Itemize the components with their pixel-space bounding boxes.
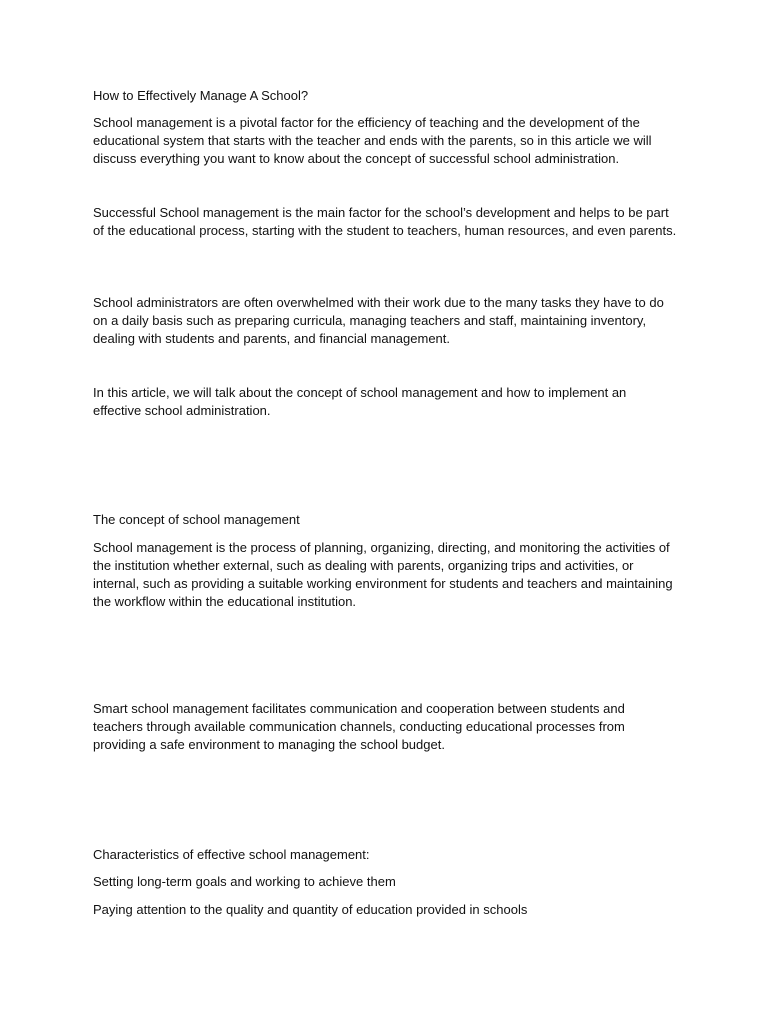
concept-heading: The concept of school management bbox=[93, 512, 300, 527]
intro-paragraph-1: School management is a pivotal factor for the efficiency of teaching and the development of the educational system that starts with the teacher and ends with the parents, so in this article we will discuss everything you want to know about the concept of successful school administration. bbox=[93, 115, 652, 166]
document-title: How to Effectively Manage A School? bbox=[93, 88, 309, 103]
intro-paragraph-2: Successful School management is the main factor for the school’s development and helps to be part of the educational process, starting with the student to teachers, human resources, and even parents. bbox=[93, 205, 677, 238]
characteristic-item-2: Paying attention to the quality and quantity of education provided in schools bbox=[93, 902, 528, 917]
characteristic-item-1: Setting long-term goals and working to achieve them bbox=[93, 874, 396, 889]
intro-paragraph-4: In this article, we will talk about the concept of school management and how to implement an effective school administration. bbox=[93, 385, 627, 418]
concept-paragraph-2: Smart school management facilitates communication and cooperation between students and teachers through available communication channels, conducting educational processes from providing a safe environment to managing the school budget. bbox=[93, 701, 625, 752]
concept-paragraph-1: School management is the process of planning, organizing, directing, and monitoring the activities of the institution whether external, such as dealing with parents, organizing trips and activities, or internal, such as providing a suitable working environment for students and teachers and maintaining the workflow within the educational institution. bbox=[93, 540, 673, 609]
characteristics-heading: Characteristics of effective school management: bbox=[93, 847, 370, 862]
intro-paragraph-3: School administrators are often overwhelmed with their work due to the many tasks they have to do on a daily basis such as preparing curricula, managing teachers and staff, maintaining inventory, dealing with students and parents, and financial management. bbox=[93, 295, 664, 346]
